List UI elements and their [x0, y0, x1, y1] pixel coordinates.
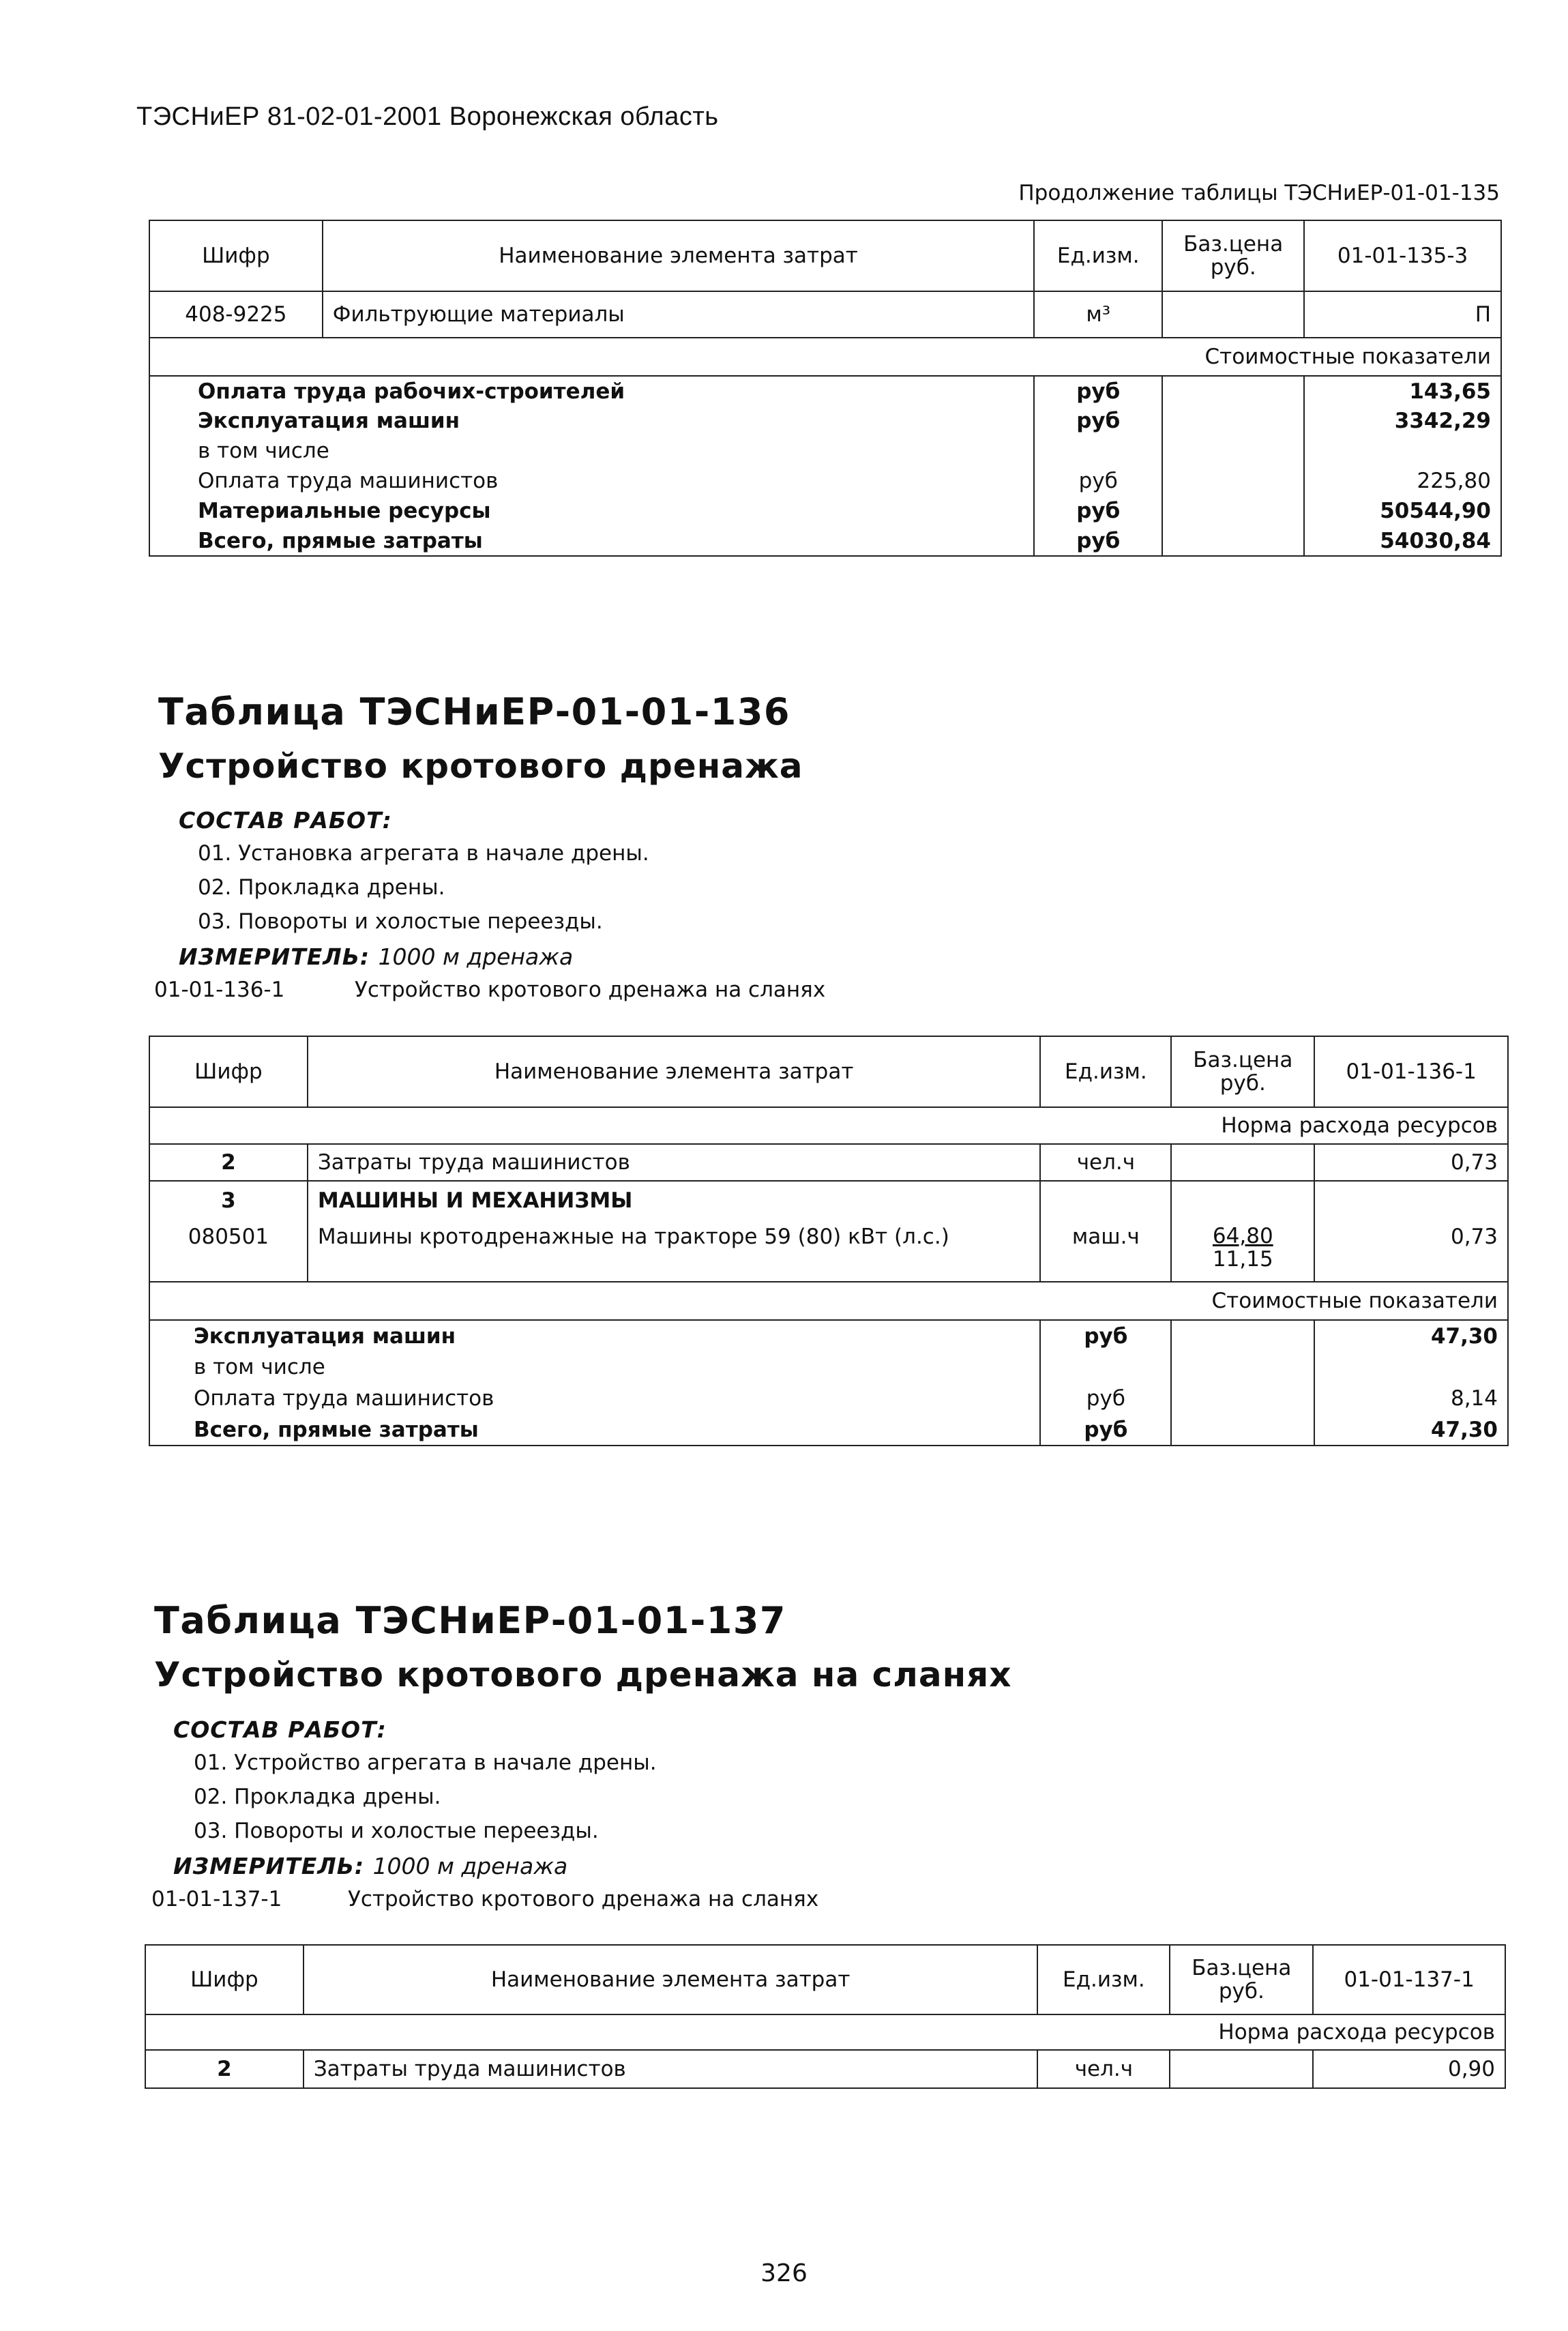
row-value: 225,80 — [1304, 466, 1501, 496]
table-row — [149, 526, 1501, 556]
row-unit: м³ — [1034, 291, 1162, 338]
row-name: Всего, прямые затраты — [149, 1414, 1040, 1446]
row-value: 54030,84 — [1304, 526, 1501, 556]
col-header-name: Наименование элемента затрат — [323, 220, 1035, 291]
col-header-base-price: Баз.цена руб. — [1162, 220, 1304, 291]
col-header-name: Наименование элемента затрат — [308, 1036, 1041, 1107]
work-item: 01. Установка агрегата в начале дрены. — [198, 841, 649, 866]
table-header-row — [145, 1945, 1505, 2014]
row-name: Оплата труда рабочих-строителей — [149, 376, 1034, 406]
table-row — [149, 1320, 1508, 1351]
page-number: 326 — [760, 2259, 808, 2287]
resource-norms-label: Норма расхода ресурсов — [149, 1107, 1508, 1144]
section-136-title: Таблица ТЭСНиЕР-01-01-136 — [158, 690, 790, 733]
table-row — [149, 1414, 1508, 1446]
row-value — [1314, 1351, 1508, 1383]
item-code: 01-01-137-1 — [151, 1887, 282, 1911]
row-name: МАШИНЫ И МЕХАНИЗМЫ — [308, 1181, 1041, 1219]
row-value: 47,30 — [1314, 1414, 1508, 1446]
work-item: 02. Прокладка дрены. — [194, 1785, 441, 1809]
row-value: П — [1304, 291, 1501, 338]
row-unit — [1040, 1351, 1171, 1383]
document-header: ТЭСНиЕР 81-02-01-2001 Воронежская область — [136, 102, 719, 131]
row-unit — [1034, 436, 1162, 466]
meter-value: 1000 м дренажа — [372, 1853, 568, 1879]
row-value: 8,14 — [1314, 1383, 1508, 1414]
row-value: 0,90 — [1313, 2050, 1505, 2088]
work-item: 01. Устройство агрегата в начале дрены. — [194, 1750, 657, 1775]
row-unit: чел.ч — [1040, 1144, 1171, 1181]
row-price: 64,80 — [1212, 1224, 1273, 1248]
section-label-row — [149, 1282, 1508, 1320]
row-value: 0,73 — [1314, 1144, 1508, 1181]
table-row — [149, 496, 1501, 526]
row-price — [1162, 291, 1304, 338]
table-row — [149, 436, 1501, 466]
row-name: Затраты труда машинистов — [308, 1144, 1041, 1181]
meter-label: ИЗМЕРИТЕЛЬ: — [179, 943, 370, 970]
cost-indicators-label: Стоимостные показатели — [149, 1282, 1508, 1320]
row-name: Оплата труда машинистов — [149, 466, 1034, 496]
col-header-name: Наименование элемента затрат — [304, 1945, 1038, 2014]
row-value — [1304, 436, 1501, 466]
table-137 — [145, 1944, 1506, 2089]
col-header-code: Шифр — [149, 1036, 308, 1107]
row-name: Машины кротодренажные на тракторе 59 (80) кВт (л.с.) — [308, 1219, 1041, 1282]
col-header-base-price: Баз.цена руб. — [1171, 1036, 1314, 1107]
row-unit: руб — [1034, 496, 1162, 526]
row-name: Эксплуатация машин — [149, 1320, 1040, 1351]
row-unit: чел.ч — [1037, 2050, 1170, 2088]
cost-indicators-label: Стоимостные показатели — [149, 338, 1501, 376]
table-row — [149, 291, 1501, 338]
resource-norms-label: Норма расхода ресурсов — [145, 2014, 1505, 2050]
row-unit: руб — [1034, 526, 1162, 556]
work-item: 03. Повороты и холостые переезды. — [198, 909, 603, 934]
row-unit: руб — [1034, 376, 1162, 406]
section-137-title: Таблица ТЭСНиЕР-01-01-137 — [154, 1599, 786, 1642]
row-value: 3342,29 — [1304, 406, 1501, 436]
section-136-subtitle: Устройство кротового дренажа — [158, 746, 803, 786]
row-code: 3 — [149, 1181, 308, 1219]
item-code: 01-01-136-1 — [154, 978, 285, 1002]
row-name: в том числе — [149, 436, 1034, 466]
table-135 — [149, 220, 1502, 557]
table-row — [149, 406, 1501, 436]
table-row — [149, 1351, 1508, 1383]
row-name: в том числе — [149, 1351, 1040, 1383]
col-header-unit: Ед.изм. — [1034, 220, 1162, 291]
meter-value: 1000 м дренажа — [378, 943, 574, 970]
row-value: 50544,90 — [1304, 496, 1501, 526]
col-header-norm: 01-01-136-1 — [1314, 1036, 1508, 1107]
table-row — [149, 1219, 1508, 1282]
item-name: Устройство кротового дренажа на сланях — [348, 1887, 819, 1911]
table-row — [145, 2050, 1505, 2088]
table-row — [149, 376, 1501, 406]
work-item: 03. Повороты и холостые переезды. — [194, 1819, 599, 1843]
table-row — [149, 1144, 1508, 1181]
meter-line — [173, 1853, 567, 1879]
row-unit: руб — [1040, 1414, 1171, 1446]
row-name: Эксплуатация машин — [149, 406, 1034, 436]
table-header-row — [149, 220, 1501, 291]
row-name: Всего, прямые затраты — [149, 526, 1034, 556]
section-label-row — [149, 338, 1501, 376]
row-price-wages: 11,15 — [1212, 1247, 1273, 1272]
meter-label: ИЗМЕРИТЕЛЬ: — [173, 1853, 365, 1879]
section-label-row — [145, 2014, 1505, 2050]
work-item: 02. Прокладка дрены. — [198, 875, 445, 900]
row-code: 408-9225 — [149, 291, 323, 338]
table-row — [149, 1383, 1508, 1414]
table-row — [149, 466, 1501, 496]
col-header-base-price: Баз.цена руб. — [1170, 1945, 1313, 2014]
row-code: 2 — [145, 2050, 304, 2088]
row-name: Затраты труда машинистов — [304, 2050, 1038, 2088]
row-name: Фильтрующие материалы — [323, 291, 1035, 338]
row-name: Оплата труда машинистов — [149, 1383, 1040, 1414]
col-header-norm: 01-01-137-1 — [1313, 1945, 1505, 2014]
row-price-cell — [1171, 1219, 1314, 1282]
row-name: Материальные ресурсы — [149, 496, 1034, 526]
item-name: Устройство кротового дренажа на сланях — [355, 978, 826, 1002]
meter-line — [179, 943, 573, 970]
works-label: СОСТАВ РАБОТ: — [173, 1716, 387, 1743]
row-unit: маш.ч — [1040, 1219, 1171, 1282]
section-137-subtitle: Устройство кротового дренажа на сланях — [154, 1655, 1012, 1695]
col-header-code: Шифр — [145, 1945, 304, 2014]
continuation-label: Продолжение таблицы ТЭСНиЕР-01-01-135 — [1018, 181, 1500, 205]
row-value: 0,73 — [1314, 1219, 1508, 1282]
col-header-unit: Ед.изм. — [1037, 1945, 1170, 2014]
col-header-unit: Ед.изм. — [1040, 1036, 1171, 1107]
row-code: 080501 — [149, 1219, 308, 1282]
table-136 — [149, 1036, 1509, 1446]
row-code: 2 — [149, 1144, 308, 1181]
table-header-row — [149, 1036, 1508, 1107]
row-unit: руб — [1034, 466, 1162, 496]
row-value: 143,65 — [1304, 376, 1501, 406]
row-unit: руб — [1034, 406, 1162, 436]
row-unit: руб — [1040, 1320, 1171, 1351]
works-label: СОСТАВ РАБОТ: — [179, 807, 392, 834]
col-header-code: Шифр — [149, 220, 323, 291]
col-header-norm: 01-01-135-3 — [1304, 220, 1501, 291]
table-row — [149, 1181, 1508, 1219]
section-label-row — [149, 1107, 1508, 1144]
row-value: 47,30 — [1314, 1320, 1508, 1351]
row-unit: руб — [1040, 1383, 1171, 1414]
